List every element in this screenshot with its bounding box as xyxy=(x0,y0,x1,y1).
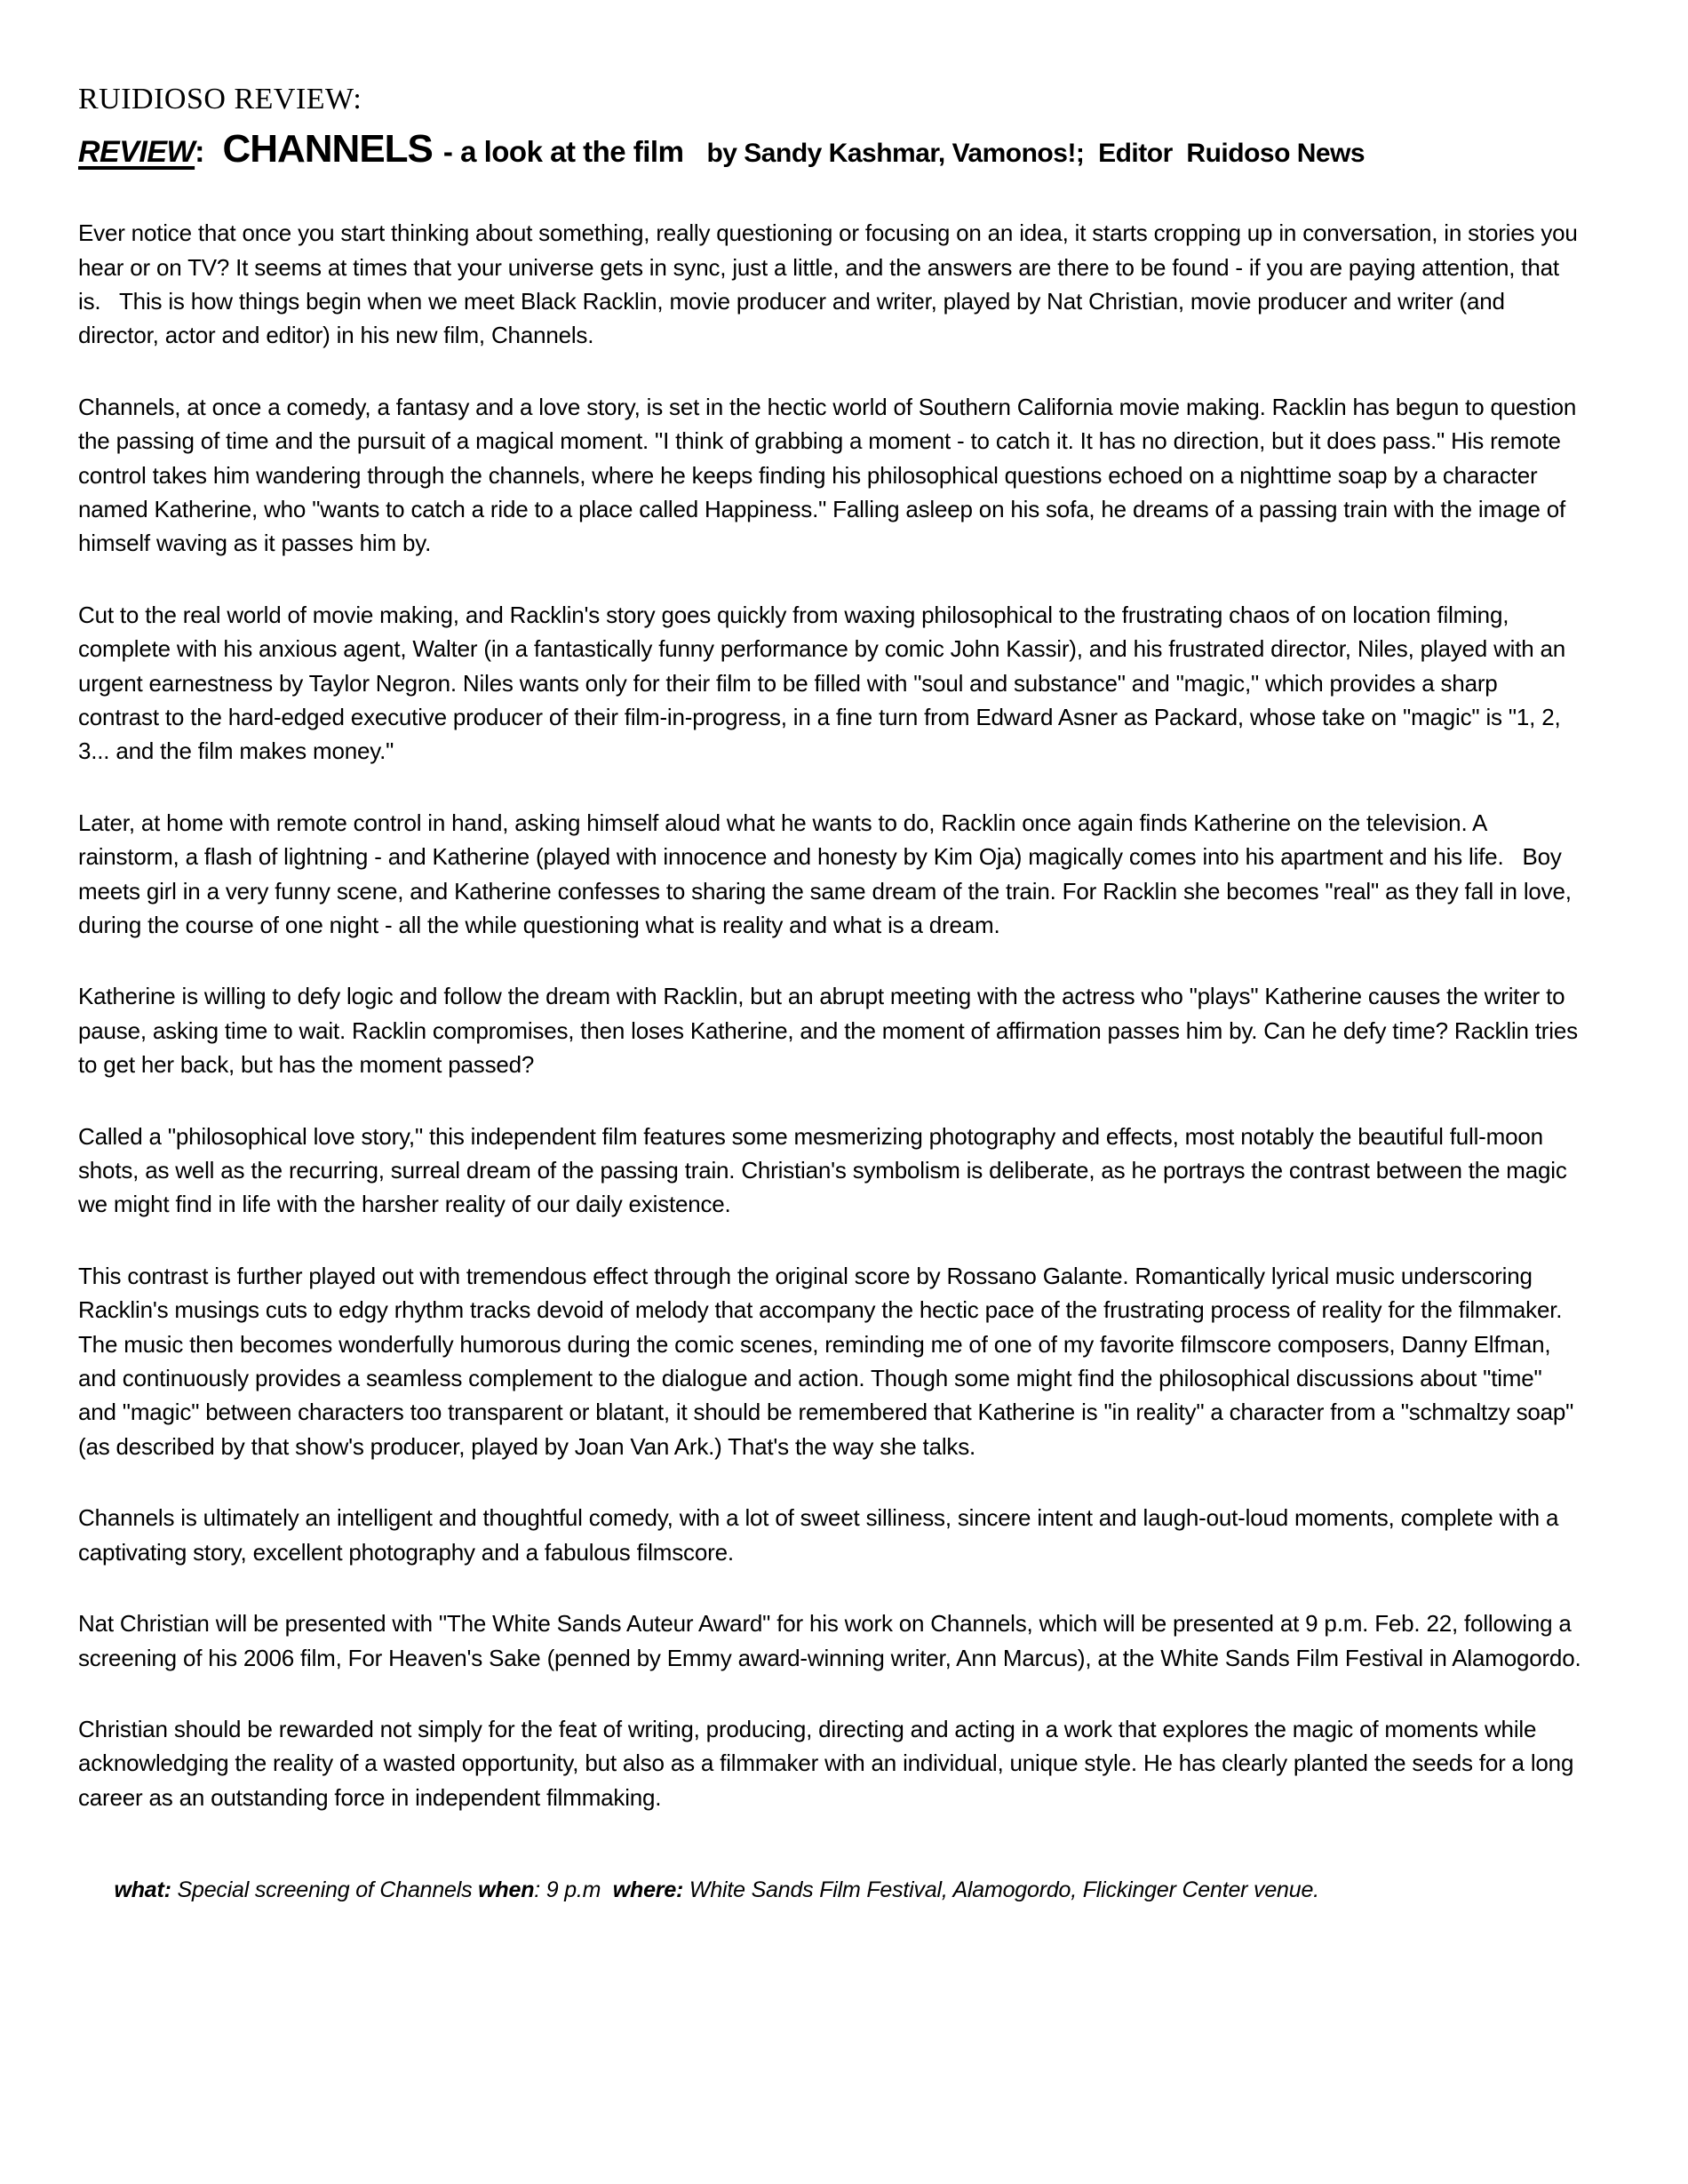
paragraph-5: Katherine is willing to defy logic and follow the dream with Racklin, but an abrupt meeting with the actress who "plays" Katherine causes the writer to pause, asking time to wait. Racklin compromises, then loses Katherine, and the moment of affirmation passes him by. Can he defy time? Racklin tries to get her back, but has the moment passed? xyxy=(78,983,1584,1079)
film-title: CHANNELS xyxy=(222,127,433,171)
headline xyxy=(78,127,1581,171)
paragraph-1: Ever notice that once you start thinking about something, really questioning or focusing on an idea, it starts cropping up in conversation, in stories you hear or on TV? It seems at times that your universe gets in sync, just a little, and the answers are there to be found - if you are paying attention, that is. This is how things begin when we meet Black Racklin, movie producer and writer, played by Nat Christian, movie producer and writer (and director, actor and editor) in his new film, Channels. xyxy=(78,219,1584,349)
paragraph-7: This contrast is further played out with tremendous effect through the original score by Rossano Galante. Romantically lyrical music underscoring Racklin's musings cuts to edgy rhythm tracks devoid of melody that accompany the hectic pace of the frustrating process of reality for the filmmaker. The music then becomes wonderfully humorous during the comic scenes, reminding me of one of my favorite filmscore composers, Danny Elfman, and continuously provides a seamless complement to the dialogue and action. Though some might find the philosophical discussions about "time" and "magic" between characters too transparent or blatant, it should be remembered that Katherine is "in reality" a character from a "schmaltzy soap" (as described by that show's producer, played by Joan Van Ark.) That's the way she talks. xyxy=(78,1262,1581,1460)
headline-subtitle: - a look at the film xyxy=(442,135,684,169)
article-body xyxy=(78,216,1584,1929)
when-label: when xyxy=(478,1877,535,1903)
where-label: where: xyxy=(612,1877,684,1903)
kicker: RUIDIOSO REVIEW: xyxy=(78,83,362,116)
review-colon: : xyxy=(195,135,205,170)
paragraph-3: Cut to the real world of movie making, and Racklin's story goes quickly from waxing philosophical to the frustrating chaos of on location filming, complete with his anxious agent, Walter (in a fantastically funny performance by comic John Kassir), and his frustrated director, Niles, played with an urgent earnestness by Taylor Negron. Niles wants only for their film to be filled with "soul and substance" and "magic," which provides a sharp contrast to the hard-edged executive producer of their film-in-progress, in a fine turn from Edward Asner as Packard, whose take on "magic" is "1, 2, 3... and the film makes money." xyxy=(78,601,1573,765)
paragraph-9: Nat Christian will be presented with "The White Sands Auteur Award" for his work on Channels, which will be presented at 9 p.m. Feb. 22, following a screening of his 2006 film, For Heaven's Sake (penned by Emmy award-winning writer, Ann Marcus), at the White Sands Film Festival in Alamogordo. xyxy=(78,1610,1581,1671)
paragraph-2: Channels, at once a comedy, a fantasy and a love story, is set in the hectic world of Southern California movie making. Racklin has begun to question the passing of time and the pursuit of a magical moment. "I think of grabbing a moment - to catch it. It has no direction, but it does pass." His remote control takes him wandering through the channels, where he keeps finding his philosophical questions echoed on a nighttime soap by a character named Katherine, who "wants to catch a ride to a place called Happiness." Falling asleep on his sofa, he dreams of a passing train with the image of himself waving as it passes him by. xyxy=(78,393,1583,557)
paragraph-8: Channels is ultimately an intelligent and thoughtful comedy, with a lot of sweet silliness, sincere intent and laugh-out-loud moments, complete with a captivating story, excellent photography and a fabulous filmscore. xyxy=(78,1504,1565,1566)
when-value: : 9 p.m xyxy=(534,1877,613,1903)
what-value: Special screening of Channels xyxy=(171,1877,479,1903)
review-label: REVIEW xyxy=(78,135,195,170)
byline: by Sandy Kashmar, Vamonos!; Editor Ruidoso News xyxy=(706,139,1366,169)
paragraph-6: Called a "philosophical love story," this independent film features some mesmerizing photography and effects, most notably the beautiful full-moon shots, as well as the recurring, surreal dream of the passing train. Christian's symbolism is deliberate, as he portrays the contrast between the magic we might find in life with the harsher reality of our daily existence. xyxy=(78,1122,1573,1218)
what-label: what: xyxy=(114,1877,171,1903)
paragraph-4: Later, at home with remote control in hand, asking himself aloud what he wants to do, Racklin once again finds Katherine on the television. A rainstorm, a flash of lightning - and Katherine (played with innocence and honesty by Kim Oja) magically comes into his apartment and his life. Boy meets girl in a very funny scene, and Katherine confesses to sharing the same dream of the train. For Racklin she becomes "real" as they fall in love, during the course of one night - all the while questioning what is reality and what is a dream. xyxy=(78,809,1578,938)
paragraph-10: Christian should be rewarded not simply for the feat of writing, producing, directing and acting in a work that explores the magic of moments while acknowledging the reality of a wasted opportunity, but also as a filmmaker with an individual, unique style. He has clearly planted the seeds for a long career as an outstanding force in independent filmmaking. xyxy=(78,1715,1581,1811)
where-value: White Sands Film Festival, Alamogordo, Flickinger Center venue. xyxy=(683,1877,1319,1903)
screening-info xyxy=(78,1852,1581,1929)
